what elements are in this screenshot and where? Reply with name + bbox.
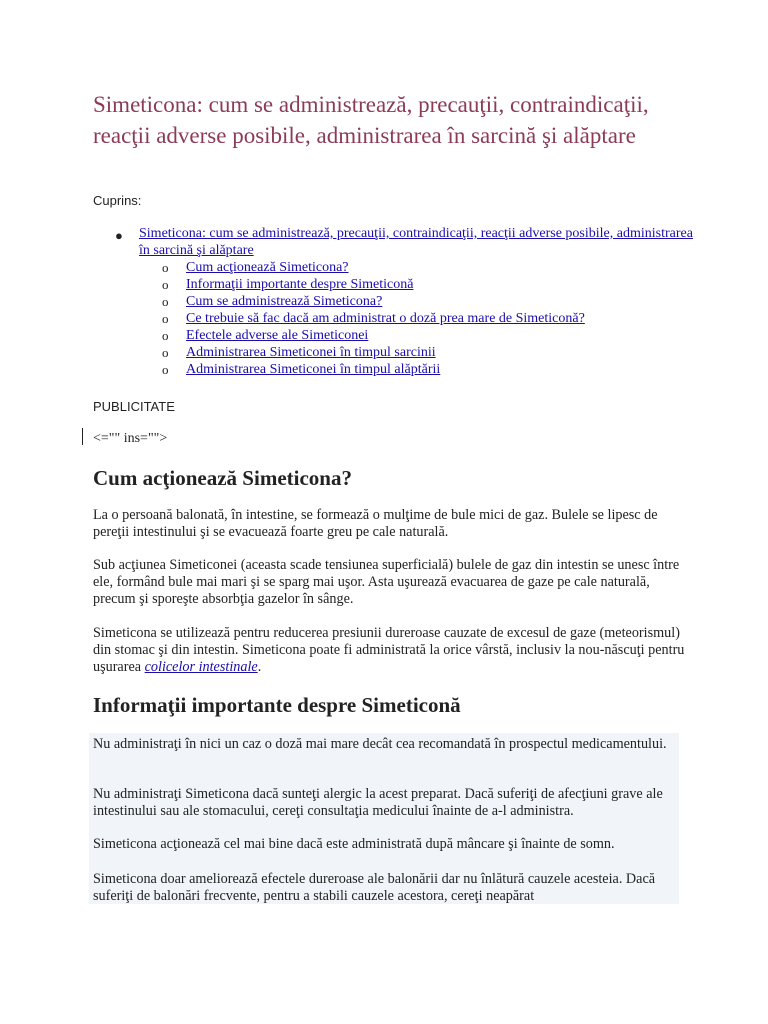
section-heading-actioneaza: Cum acţionează Simeticona? [93,466,352,490]
info-paragraph-doza: Nu administraţi în nici un caz o doză mai mare decât cea recomandată în prospectul medicamentului. [93,736,667,752]
info-paragraph-dupa-mancare: Simeticona acţionează cel mai bine dacă este administrată după mâncare şi înainte de somn. [93,836,615,852]
paragraph-utilizare [93,625,688,676]
paragraph-utilizare-end: . [257,659,262,675]
bullet-icon: ● [115,228,123,243]
circle-bullet-icon: o [162,345,169,360]
toc-link-sarcina[interactable]: Administrarea Simeticonei în timpul sarcinii [186,345,436,360]
info-paragraph-alergic: Nu administraţi Simeticona dacă sunteţi alergic la acest preparat. Dacă suferiţi de afecţiuni grave ale intestinului sau ale stomacului, cereţi consultaţia medicului înainte de a-l administra. [93,786,663,819]
ins-placeholder [93,431,167,447]
toc-sublist [115,259,695,378]
colici-link[interactable]: colicelor intestinale [144,659,258,675]
circle-bullet-icon: o [162,328,169,343]
toc-main-link[interactable]: Simeticona: cum se administrează, precauţii, contraindicaţii, reacţii adverse posibile, administrarea în sarcină şi alăptare [139,226,693,258]
toc-item [115,259,695,276]
text-cursor [82,428,83,445]
paragraph-actiune: Sub acţiunea Simeticonei (aceasta scade tensiunea superficială) bulele de gaz din intestin se unesc între ele, formând bule mai mari şi se sparg mai uşor. Asta uşurează evacuarea de gaze pe cale naturală, precum şi sporeşte absorbţia gazelor în sânge. [93,557,680,607]
section-heading-informatii: Informaţii importante despre Simeticonă [93,693,461,717]
circle-bullet-icon: o [162,277,169,292]
toc-link-cum-actioneaza[interactable]: Cum acţionează Simeticona? [186,260,349,275]
toc-item [115,361,695,378]
ins-text: <="" ins=""> [93,431,168,446]
toc-item [115,276,695,293]
toc-item [115,327,695,344]
toc-item [115,344,695,361]
cuprins-label: Cuprins: [93,193,142,208]
toc-link-alaptare[interactable]: Administrarea Simeticonei în timpul alăptării [186,362,441,377]
toc-link-doza-mare[interactable]: Ce trebuie să fac dacă am administrat o doză prea mare de Simeticonă? [186,311,585,326]
toc-link-efecte-adverse[interactable]: Efectele adverse ale Simeticonei [186,328,369,343]
publicitate-label: PUBLICITATE [93,399,175,414]
circle-bullet-icon: o [162,260,169,275]
toc-link-cum-se-administreaza[interactable]: Cum se administrează Simeticona? [186,294,383,309]
circle-bullet-icon: o [162,294,169,309]
article-title: Simeticona: cum se administrează, precauţii, contraindicaţii, reacţii adverse posibile, administrarea în sarcină şi alăptare [93,92,649,148]
paragraph-utilizare-text: Simeticona se utilizează pentru reducerea presiunii dureroase cauzate de excesul de gaze (meteorismul) din stomac şi din intestin. Simeticona poate fi administrată la orice vârstă, inclusiv la nou-născuţi pentru uşurarea [93,625,685,675]
circle-bullet-icon: o [162,362,169,377]
paragraph-baloneaza: La o persoană balonată, în intestine, se formează o mulţime de bule mici de gaz. Bulele se lipesc de pereţii intestinului şi se evacuează foarte greu pe cale naturală. [93,507,658,540]
circle-bullet-icon: o [162,311,169,326]
toc-item [115,310,695,327]
toc-item [115,293,695,310]
info-paragraph-amelioreaza: Simeticona doar ameliorează efectele dureroase ale balonării dar nu înlătură cauzele acesteia. Dacă suferiţi de balonări frecvente, pentru a stabili cauzele acestora, cereţi neapărat [93,871,656,904]
toc-link-informatii[interactable]: Informaţii importante despre Simeticonă [186,277,414,292]
table-of-contents [115,225,695,378]
